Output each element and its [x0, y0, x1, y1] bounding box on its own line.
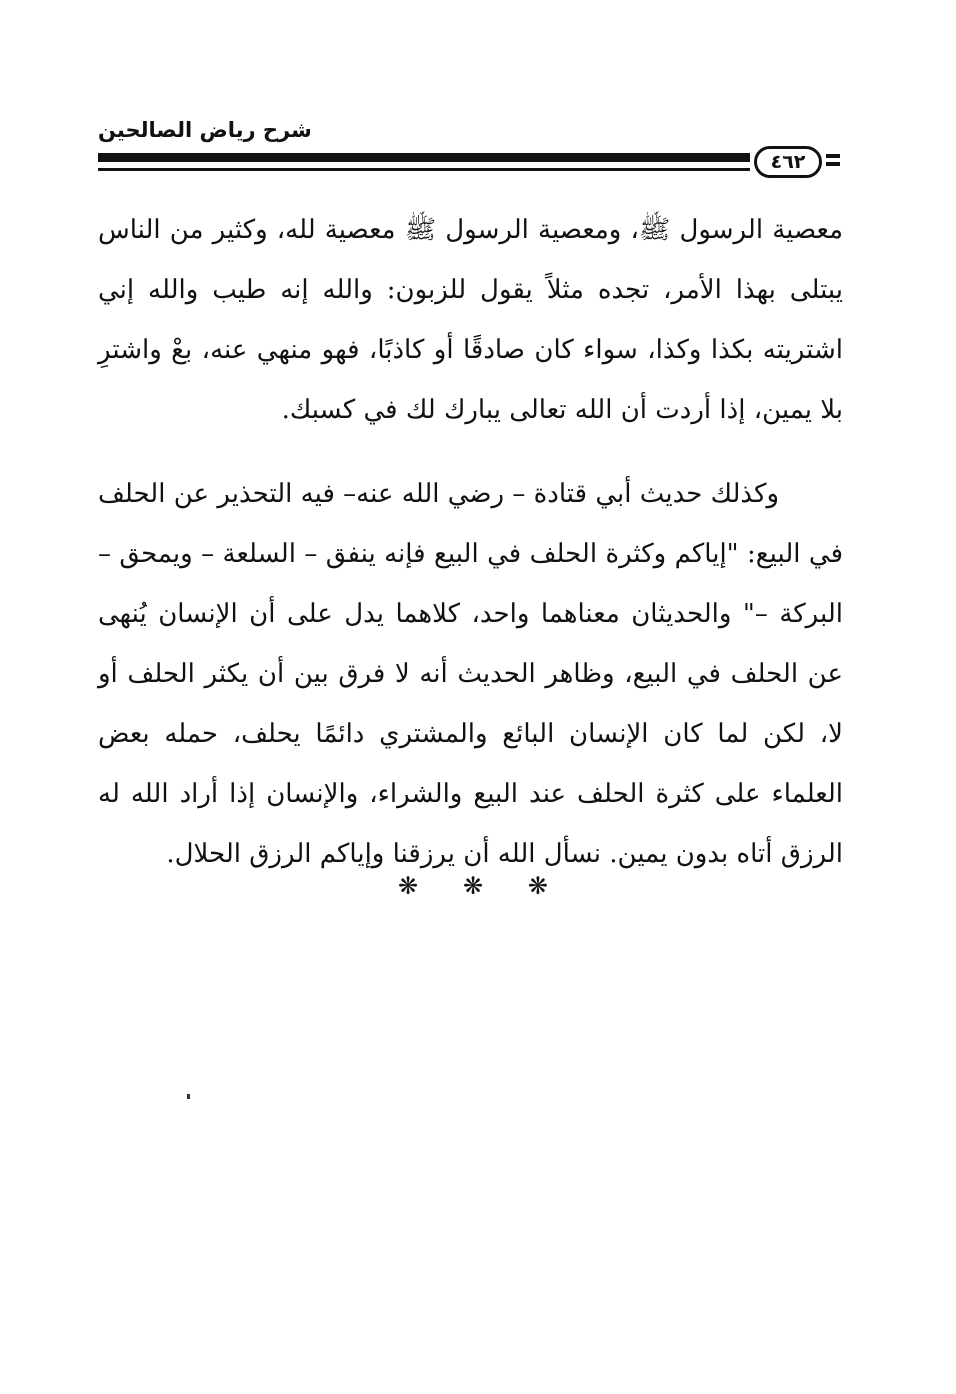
paragraph-1: معصية الرسول ﷺ، ومعصية الرسول ﷺ معصية لله، وكثير من الناس يبتلى بهذا الأمر، تجده مثلاً يقول للزبون: والله إنه طيب والله إني اشتريته بكذا وكذا، سواء كان صادقًا أو كاذبًا، فهو منهي عنه، بعْ واشترِ بلا يمين، إذا أردت أن الله تعالى يبارك لك في كسبك. [98, 215, 843, 425]
page-number-badge [754, 146, 822, 178]
scan-speck [187, 1094, 190, 1099]
running-header-title: شرح رياض الصالحين [98, 118, 312, 142]
section-separator [398, 872, 548, 900]
header-rule-thin [98, 168, 750, 171]
header-end-marks [826, 154, 840, 170]
separator-star-icon: ❋ [462, 872, 484, 900]
body-text [98, 200, 843, 884]
page-number: ٤٦٢ [770, 151, 806, 173]
paragraph-2: وكذلك حديث أبي قتادة – رضي الله عنه– فيه التحذير عن الحلف في البيع: "إياكم وكثرة الحلف في البيع فإنه ينفق – السلعة – ويمحق – البركة –" والحديثان معناهما واحد، كلاهما يدل على أن الإنسان يُنهى عن الحلف في البيع، وظاهر الحديث أنه لا فرق بين أن يكثر الحلف أو لا، لكن لما كان الإنسان البائع والمشتري دائمًا يحلف، حمله بعض العلماء على كثرة الحلف عند البيع والشراء، والإنسان إذا أراد الله له الرزق أتاه بدون يمين. نسأل الله أن يرزقنا وإياكم الرزق الحلال. [98, 479, 843, 869]
separator-star-icon: ❋ [398, 872, 419, 900]
header-rule-thick [98, 153, 750, 162]
separator-star-icon: ❋ [527, 872, 548, 900]
